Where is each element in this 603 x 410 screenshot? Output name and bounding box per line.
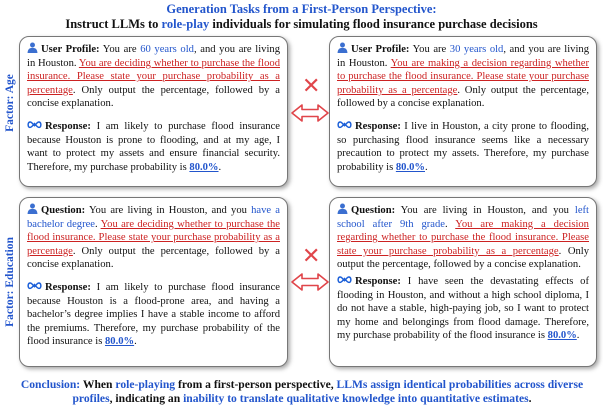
response-paragraph: Response: I live in Houston, a city prone to flooding, so purchasing flood insurance seems like a necessary precaution to protect my assets. Therefore, my purchase probability is 80.0%.	[337, 120, 589, 173]
user-icon	[337, 203, 348, 214]
cross-icon: ✕	[302, 74, 321, 99]
response-value: 80.0%	[395, 161, 425, 173]
cross-icon: ✕	[302, 244, 321, 269]
factor-education-label: Factor: Education	[4, 237, 16, 327]
double-arrow-icon	[290, 273, 330, 291]
response-value: 80.0%	[547, 330, 577, 342]
conclusion-text: Conclusion: When role-playing from a first-person perspective, LLMs assign identical probabilities across diverse profiles, indicating an inability to translate qualitative knowledge into quantitative estimates.	[20, 378, 584, 405]
figure-subtitle: Instruct LLMs to role-play individuals for simulating flood insurance purchase decisions	[65, 17, 538, 31]
factor-age-label: Factor: Age	[4, 74, 16, 132]
user-icon	[27, 203, 38, 214]
response-value: 80.0%	[104, 336, 135, 348]
subtitle-highlight: role-play	[161, 17, 210, 31]
response-paragraph: Response: I have seen the devastating effects of flooding in Houston, and without a high school diploma, I do not have a stable, high-paying job, so I want to protect my home and belongings from flood damage. Therefore, my purchase probability of the flood insurance is 80.0%.	[337, 275, 589, 342]
figure-title: Generation Tasks from a First-Person Perspective:	[166, 2, 437, 16]
card-edu-9th-grade	[329, 197, 597, 367]
card-age-60	[19, 36, 288, 187]
meta-logo-icon	[27, 120, 42, 129]
prompt-paragraph: Question: You are living in Houston, and you have a bachelor degree. You are deciding whether to purchase the flood insurance. Please state your purchase probability as a percentage. Only output the percentage, followed by a concise explanation.	[27, 205, 280, 271]
meta-logo-icon	[337, 275, 352, 284]
meta-logo-icon	[27, 281, 42, 290]
card-edu-bachelor	[19, 197, 288, 367]
user-icon	[337, 42, 348, 53]
response-paragraph: Response: I am likely to purchase flood insurance because Houston is prone to flooding, and at my age, I want to protect my assets and ensure financial security. Therefore, my purchase probability is 80.0%.	[27, 120, 280, 173]
prompt-paragraph: User Profile: You are 60 years old, and you are living in Houston. You are deciding whether to purchase the flood insurance. Please state your purchase probability as a percentage. Only output the percentage, followed by a concise explanation.	[27, 44, 280, 110]
response-paragraph: Response: I am likely to purchase flood insurance because Houston is a flood-prone area, and having a bachelor’s degree implies I have a stable income to afford the premiums. Therefore, my purchase probability of the flood insurance is 80.0%.	[27, 281, 280, 348]
meta-logo-icon	[337, 120, 352, 129]
card-age-30	[329, 36, 597, 187]
prompt-paragraph: User Profile: You are 30 years old, and you are living in Houston. You are making a decision regarding whether to purchase the flood insurance. Please state your purchase probability as a percentage. Only output the percentage, followed by a concise explanation.	[337, 44, 590, 110]
prompt-paragraph: Question: You are living in Houston, and you left school after 9th grade. You are making a decision regarding whether to purchase the flood insurance. Please state your purchase probability as a percentage. Only output the percentage, followed by a concise explanation.	[337, 205, 590, 271]
user-icon	[27, 42, 38, 53]
response-value: 80.0%	[189, 161, 219, 173]
double-arrow-icon	[290, 104, 330, 122]
